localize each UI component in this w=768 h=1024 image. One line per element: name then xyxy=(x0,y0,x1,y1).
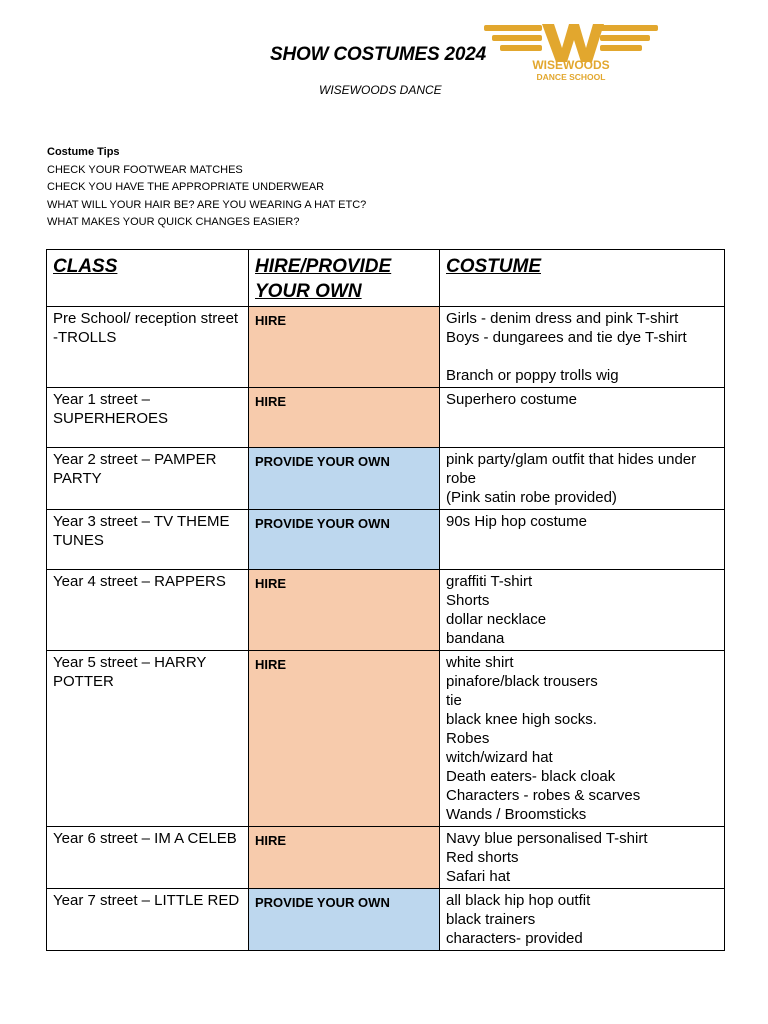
hire-cell: HIRE xyxy=(249,388,440,448)
page-subtitle: WISEWOODS DANCE xyxy=(319,83,442,97)
table-row xyxy=(47,448,725,510)
costume-item: tie xyxy=(446,692,462,709)
class-cell: Pre School/ reception street -TROLLS xyxy=(47,307,249,388)
costume-item: Navy blue personalised T-shirt xyxy=(446,830,648,847)
costume-item: Robes xyxy=(446,730,490,747)
costume-item: Boys - dungarees and tie dye T-shirt xyxy=(446,329,687,346)
table-header-row xyxy=(47,250,725,307)
costume-item: pinafore/black trousers xyxy=(446,673,598,690)
costume-item: dollar necklace xyxy=(446,611,547,628)
costume-item: (Pink satin robe provided) xyxy=(446,489,617,506)
costume-item: Death eaters- black cloak xyxy=(446,768,616,785)
page-title: SHOW COSTUMES 2024 xyxy=(270,44,487,65)
class-cell: Year 5 street – HARRY POTTER xyxy=(47,651,249,827)
costume-item: Shorts xyxy=(446,592,490,609)
column-header-class: CLASS xyxy=(47,250,249,307)
costume-cell xyxy=(440,307,725,388)
costume-item: black trainers xyxy=(446,911,536,928)
costume-cell xyxy=(440,510,725,570)
wisewoods-logo xyxy=(482,22,660,86)
provide-own-cell: PROVIDE YOUR OWN xyxy=(249,889,440,951)
hire-cell: HIRE xyxy=(249,827,440,889)
costume-item: Safari hat xyxy=(446,868,511,885)
costume-cell xyxy=(440,889,725,951)
costume-item: Branch or poppy trolls wig xyxy=(446,367,619,384)
costume-item: pink party/glam outfit that hides under robe xyxy=(446,451,697,487)
table-row xyxy=(47,651,725,827)
costume-tips xyxy=(47,144,366,232)
provide-own-cell: PROVIDE YOUR OWN xyxy=(249,448,440,510)
costume-item: bandana xyxy=(446,630,505,647)
tip-item: WHAT WILL YOUR HAIR BE? ARE YOU WEARING A HAT ETC? xyxy=(47,198,367,211)
costume-item: Wands / Broomsticks xyxy=(446,806,587,823)
costume-item: white shirt xyxy=(446,654,514,671)
tip-item: CHECK YOUR FOOTWEAR MATCHES xyxy=(47,163,243,176)
tip-item: CHECK YOU HAVE THE APPROPRIATE UNDERWEAR xyxy=(47,181,325,193)
costume-item: black knee high socks. xyxy=(446,711,597,728)
class-cell: Year 1 street – SUPERHEROES xyxy=(47,388,249,448)
table-row xyxy=(47,388,725,448)
costume-cell xyxy=(440,448,725,510)
costume-item: Red shorts xyxy=(446,849,519,866)
table-row xyxy=(47,570,725,651)
tip-item: WHAT MAKES YOUR QUICK CHANGES EASIER? xyxy=(47,216,300,228)
hire-cell: HIRE xyxy=(249,307,440,388)
costume-item: Characters - robes & scarves xyxy=(446,787,641,804)
class-cell: Year 2 street – PAMPER PARTY xyxy=(47,448,249,510)
costume-item: graffiti T-shirt xyxy=(446,573,533,590)
costume-cell xyxy=(440,388,725,448)
logo-text: WISEWOODS xyxy=(532,58,610,72)
class-cell: Year 7 street – LITTLE RED xyxy=(47,889,249,951)
table-row xyxy=(47,889,725,951)
costume-item: Girls - denim dress and pink T-shirt xyxy=(446,310,679,327)
costume-cell xyxy=(440,651,725,827)
costume-item: 90s Hip hop costume xyxy=(446,513,587,530)
class-cell: Year 4 street – RAPPERS xyxy=(47,570,249,651)
costume-item xyxy=(446,347,718,366)
table-row xyxy=(47,307,725,388)
class-cell: Year 6 street – IM A CELEB xyxy=(47,827,249,889)
table-row xyxy=(47,827,725,889)
hire-cell: HIRE xyxy=(249,651,440,827)
provide-own-cell: PROVIDE YOUR OWN xyxy=(249,510,440,570)
class-cell: Year 3 street – TV THEME TUNES xyxy=(47,510,249,570)
costume-item: witch/wizard hat xyxy=(446,749,553,766)
hire-cell: HIRE xyxy=(249,570,440,651)
costume-item: Superhero costume xyxy=(446,391,577,408)
table-row xyxy=(47,510,725,570)
costume-cell xyxy=(440,827,725,889)
logo-subtext: DANCE SCHOOL xyxy=(536,72,606,82)
costume-item: characters- provided xyxy=(446,930,583,947)
tips-heading: Costume Tips xyxy=(47,146,120,158)
costume-item: all black hip hop outfit xyxy=(446,892,591,909)
costume-table xyxy=(46,249,725,951)
column-header-hire: HIRE/PROVIDE YOUR OWN xyxy=(249,250,440,307)
column-header-costume: COSTUME xyxy=(440,250,725,307)
costume-cell xyxy=(440,570,725,651)
